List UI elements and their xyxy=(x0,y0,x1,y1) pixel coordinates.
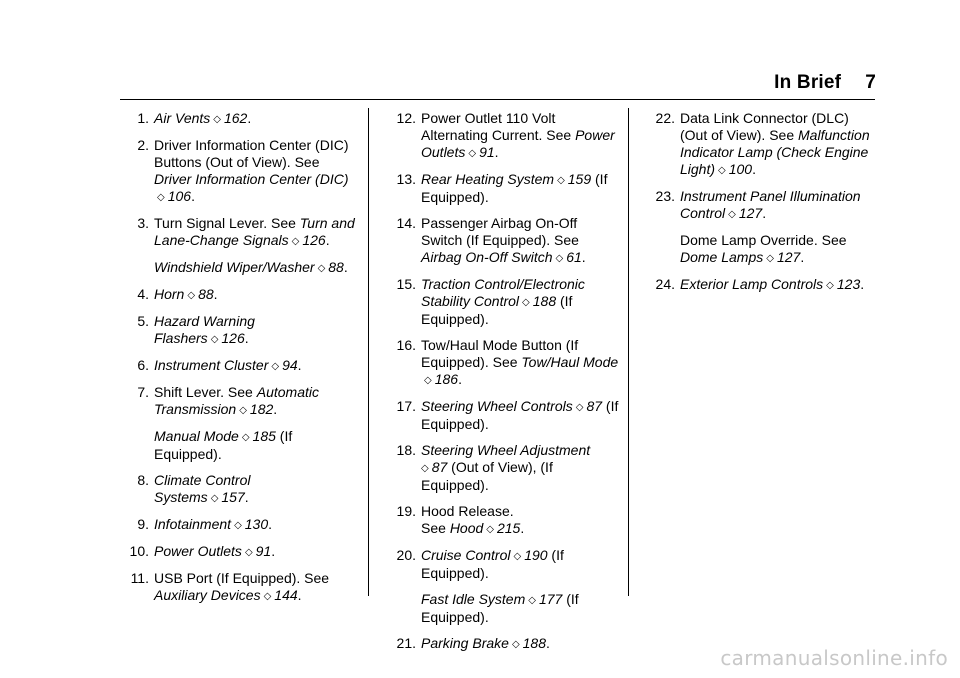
list-item-5: 5. Hazard Warning Flashers ◇ 126. xyxy=(116,313,356,348)
list-subitem-3: Windshield Wiper/Washer ◇ 88. xyxy=(154,259,348,275)
item-number: 21. xyxy=(396,635,416,651)
list-item-3: 3. Turn Signal Lever. See Turn and Lane-Change Signals ◇ 126. xyxy=(116,215,356,250)
page-ref[interactable]: 162 xyxy=(223,110,248,126)
item-number: 22. xyxy=(655,110,675,126)
item-number: 12. xyxy=(396,110,416,126)
column-divider-2 xyxy=(628,108,629,596)
item-number: 19. xyxy=(396,503,416,519)
xref-link[interactable]: Climate Control Systems xyxy=(154,472,251,505)
page-ref-icon: ◇ xyxy=(522,297,530,308)
xref-link[interactable]: Power Outlets xyxy=(421,127,615,160)
item-number: 8. xyxy=(137,472,149,488)
xref-link[interactable]: Exterior Lamp Controls xyxy=(680,276,824,292)
item-number: 17. xyxy=(396,398,416,414)
item-number: 9. xyxy=(137,516,149,532)
page-ref-icon: ◇ xyxy=(513,551,522,562)
item-number: 3. xyxy=(137,215,149,231)
column-2 xyxy=(383,110,621,662)
page-ref[interactable]: 100 xyxy=(728,161,753,177)
xref-link[interactable]: Automatic Transmission xyxy=(154,384,319,417)
page-ref[interactable]: 127 xyxy=(738,205,763,221)
running-header xyxy=(774,72,876,94)
page-ref-icon: ◇ xyxy=(213,114,221,125)
list-item-23: 23. Instrument Panel Illumination Control ◇ 127. xyxy=(642,188,877,223)
page-ref-icon: ◇ xyxy=(766,253,774,264)
xref-link[interactable]: Dome Lamps xyxy=(680,249,764,265)
list-item-11: 11. USB Port (If Equipped). See Auxiliary Devices ◇ 144. xyxy=(116,570,356,605)
header-rule xyxy=(120,99,875,100)
page-ref-icon: ◇ xyxy=(187,290,196,301)
page-ref[interactable]: 87 xyxy=(586,398,603,414)
xref-link[interactable]: Traction Control/Electronic Stability Control xyxy=(421,276,585,309)
list-item-4: 4. Horn ◇ 88. xyxy=(116,286,356,304)
page-ref-icon: ◇ xyxy=(263,591,272,602)
item-number: 16. xyxy=(396,337,416,353)
page-ref[interactable]: 177 xyxy=(538,591,563,607)
item-number: 11. xyxy=(130,570,149,586)
item-number: 13. xyxy=(396,171,416,187)
item-number: 18. xyxy=(396,442,416,458)
list-item-16: 16. Tow/Haul Mode Button (If Equipped). See Tow/Haul Mode◇ 186. xyxy=(383,337,621,389)
page-ref[interactable]: 159 xyxy=(567,171,592,187)
page-ref[interactable]: 188 xyxy=(532,293,557,309)
list-item-12: 12. Power Outlet 110 Volt Alternating Current. See Power Outlets ◇ 91. xyxy=(383,110,621,162)
column-divider-1 xyxy=(368,108,369,596)
list-item-14: 14. Passenger Airbag On-Off Switch (If Equipped). See Airbag On-Off Switch ◇ 61. xyxy=(383,215,621,267)
watermark: carmanualsonline.info xyxy=(720,646,948,670)
list-item-19: 19. Hood Release. See Hood ◇ 215. xyxy=(383,503,621,538)
xref-link[interactable]: Airbag On-Off Switch xyxy=(421,249,553,265)
page-ref[interactable]: 91 xyxy=(255,543,272,559)
page-ref[interactable]: 88 xyxy=(328,259,344,275)
page-ref-icon: ◇ xyxy=(241,432,250,443)
xref-link[interactable]: Rear Heating System xyxy=(421,171,555,187)
page-ref-icon: ◇ xyxy=(555,253,564,264)
page-ref[interactable]: 215 xyxy=(496,520,521,536)
xref-link[interactable]: Instrument Panel Illumination Control xyxy=(680,188,861,221)
page-ref-icon: ◇ xyxy=(210,334,219,345)
list-item-15: 15. Traction Control/Electronic Stability Control ◇ 188 (If Equipped). xyxy=(383,276,621,328)
list-item-2: 2. Driver Information Center (DIC) Buttons (Out of View). See Driver Information Center (DIC)◇ 106. xyxy=(116,137,356,206)
section-title: In Brief xyxy=(774,72,842,93)
list-item-22: 22. Data Link Connector (DLC) (Out of View). See Malfunction Indicator Lamp (Check Engine Light) ◇ 100. xyxy=(642,110,877,179)
item-number: 6. xyxy=(137,357,149,373)
xref-link[interactable]: Cruise Control xyxy=(421,547,511,563)
list-subitem-23: Dome Lamp Override. See Dome Lamps ◇ 127. xyxy=(680,232,847,265)
page-ref-icon: ◇ xyxy=(718,165,726,176)
page-ref-icon: ◇ xyxy=(528,595,536,606)
page-ref[interactable]: 94 xyxy=(282,357,298,373)
xref-link[interactable]: Fast Idle System xyxy=(421,591,526,607)
item-number: 20. xyxy=(396,547,416,563)
list-item-13: 13. Rear Heating System ◇ 159 (If Equipped). xyxy=(383,171,621,206)
xref-link[interactable]: Malfunction Indicator Lamp (Check Engine Light) xyxy=(680,127,870,177)
xref-link[interactable]: Parking Brake xyxy=(421,635,509,651)
list-subitem-20: Fast Idle System ◇ 177 (If Equipped). xyxy=(421,591,579,625)
item-number: 5. xyxy=(137,313,149,329)
page-ref[interactable]: 186 xyxy=(434,371,459,387)
page-ref[interactable]: 87 xyxy=(431,459,448,475)
page-ref[interactable]: 91 xyxy=(479,144,495,160)
item-number: 14. xyxy=(396,215,416,231)
page-ref-icon: ◇ xyxy=(557,175,565,186)
column-1 xyxy=(116,110,356,614)
page-ref-icon: ◇ xyxy=(511,639,520,650)
page-ref-icon: ◇ xyxy=(826,280,834,291)
xref-link[interactable]: Auxiliary Devices xyxy=(154,587,261,603)
xref-link[interactable]: Manual Mode xyxy=(154,428,239,444)
list-item-6: 6. Instrument Cluster ◇ 94. xyxy=(116,357,356,375)
page-ref-icon: ◇ xyxy=(424,375,432,386)
page-ref[interactable]: 185 xyxy=(252,428,276,444)
page-ref[interactable]: 182 xyxy=(249,401,274,417)
page-ref[interactable]: 127 xyxy=(776,249,801,265)
item-number: 1. xyxy=(137,110,149,126)
xref-link[interactable]: Steering Wheel Adjustment xyxy=(421,442,591,458)
list-item-9: 9. Infotainment ◇ 130. xyxy=(116,516,356,534)
list-item-21: 21. Parking Brake ◇ 188. xyxy=(383,635,621,653)
page-ref-icon: ◇ xyxy=(421,463,429,474)
item-number: 24. xyxy=(655,276,675,292)
page-ref-icon: ◇ xyxy=(468,148,477,159)
item-number: 4. xyxy=(137,286,149,302)
page-ref[interactable]: 123 xyxy=(836,276,861,292)
xref-link[interactable]: Steering Wheel Controls xyxy=(421,398,573,414)
list-subitem-7: Manual Mode ◇ 185 (If Equipped). xyxy=(154,428,293,462)
page-ref[interactable]: 130 xyxy=(244,516,269,532)
page-ref-icon: ◇ xyxy=(291,236,300,247)
list-item-1: 1. Air Vents ◇ 162. xyxy=(116,110,356,128)
xref-link[interactable]: Instrument Cluster xyxy=(154,357,269,373)
page-number: 7 xyxy=(865,72,876,93)
page-ref[interactable]: 106 xyxy=(167,188,192,204)
xref-link[interactable]: Tow/Haul Mode xyxy=(521,354,619,370)
page-ref-icon: ◇ xyxy=(239,405,247,416)
list-item-18: 18. Steering Wheel Adjustment ◇ 87 (Out of View), (If Equipped). xyxy=(383,442,621,494)
column-3 xyxy=(642,110,877,303)
xref-link[interactable]: Hazard Warning Flashers xyxy=(154,313,255,346)
page-ref[interactable]: 126 xyxy=(302,232,326,248)
page-ref[interactable]: 188 xyxy=(522,635,546,651)
list-item-8: 8. Climate Control Systems ◇ 157. xyxy=(116,472,356,507)
page-ref-icon: ◇ xyxy=(728,209,736,220)
xref-link[interactable]: Air Vents xyxy=(154,110,211,126)
page-ref-icon: ◇ xyxy=(317,263,326,274)
page-ref-icon: ◇ xyxy=(575,402,584,413)
page-ref[interactable]: 144 xyxy=(274,587,298,603)
page-ref-icon: ◇ xyxy=(271,361,280,372)
xref-link[interactable]: Power Outlets xyxy=(154,543,242,559)
page-ref[interactable]: 190 xyxy=(524,547,548,563)
page-ref-icon: ◇ xyxy=(210,493,219,504)
list-item-17: 17. Steering Wheel Controls ◇ 87 (If Equipped). xyxy=(383,398,621,433)
page-ref-icon: ◇ xyxy=(157,192,165,203)
xref-link[interactable]: Horn xyxy=(154,286,185,302)
item-number: 7. xyxy=(137,384,149,400)
xref-link[interactable]: Hood xyxy=(449,520,484,536)
item-number: 23. xyxy=(655,188,675,204)
page-ref-icon: ◇ xyxy=(486,524,494,535)
page-ref-icon: ◇ xyxy=(244,547,253,558)
item-number: 10. xyxy=(129,543,149,559)
list-item-10: 10. Power Outlets ◇ 91. xyxy=(116,543,356,561)
item-number: 2. xyxy=(137,137,149,153)
page-ref[interactable]: 126 xyxy=(221,330,245,346)
page-ref[interactable]: 61 xyxy=(566,249,582,265)
xref-link[interactable]: Windshield Wiper/Washer xyxy=(154,259,315,275)
xref-link[interactable]: Infotainment xyxy=(154,516,232,532)
xref-link[interactable]: Turn and Lane-Change Signals xyxy=(154,215,355,248)
list-item-7: 7. Shift Lever. See Automatic Transmission ◇ 182. xyxy=(116,384,356,419)
xref-link[interactable]: Driver Information Center (DIC) xyxy=(154,171,349,187)
list-item-24: 24. Exterior Lamp Controls ◇ 123. xyxy=(642,276,877,294)
page-ref[interactable]: 157 xyxy=(221,489,245,505)
page-ref-icon: ◇ xyxy=(234,520,242,531)
list-item-20: 20. Cruise Control ◇ 190 (If Equipped). xyxy=(383,547,621,582)
page-ref[interactable]: 88 xyxy=(198,286,214,302)
item-number: 15. xyxy=(396,276,416,292)
